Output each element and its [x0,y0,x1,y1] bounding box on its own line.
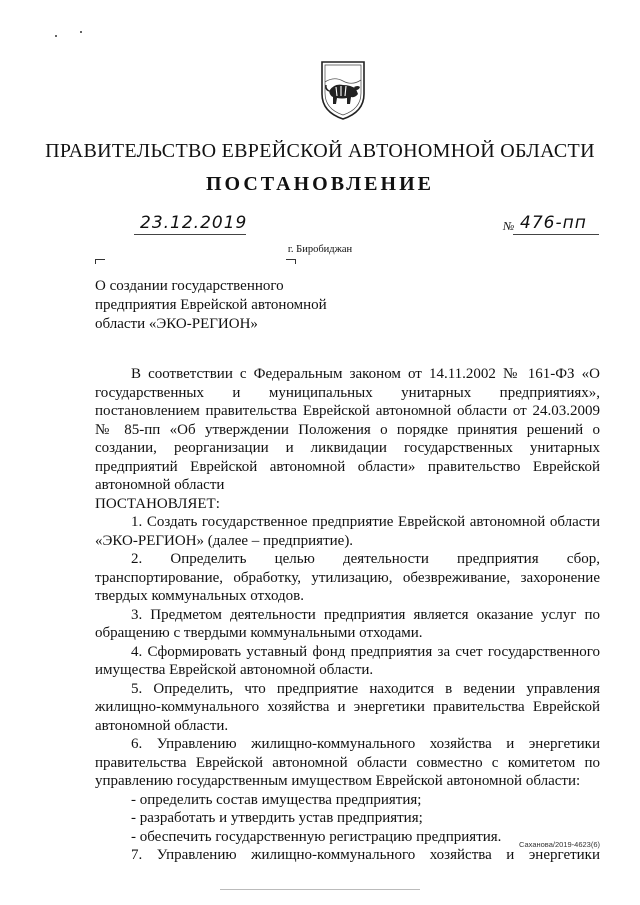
resolves-heading: ПОСТАНОВЛЯЕТ: [95,495,220,512]
coat-of-arms-icon [318,56,368,122]
item-6-sub: - обеспечить государственную регистрацию предприятия. [131,828,502,845]
item-6: 6. Управлению жилищно-коммунального хозяйства и энергетики правительства Еврейской автономной области совместно с комитетом по управлению государственным имуществом Еврейской автономной области: [95,736,600,789]
item-2: 2. Определить целью деятельности предприятия сбор, транспортирование, обработку, утилизацию, обезвреживание, захоронение твердых коммунальных отходов. [95,551,600,604]
document-type: ПОСТАНОВЛЕНИЕ [206,173,434,195]
number-label: № [503,219,515,233]
subject-corner-left [95,259,105,264]
subject-line: предприятия Еврейской автономной [95,297,327,313]
decree-body [95,365,600,865]
date-underline [134,234,246,235]
subject-corner-right [286,259,296,264]
bottom-rule [220,889,420,890]
item-3: 3. Предметом деятельности предприятия является оказание услуг по обращению с твердыми коммунальными отходами. [95,606,600,641]
item-1: 1. Создать государственное предприятие Еврейской автономной области «ЭКО-РЕГИОН» (далее – предприятие). [95,514,600,549]
subject-line: области «ЭКО-РЕГИОН» [95,316,258,332]
file-reference: Саханова/2019-4623(6) [518,840,600,849]
government-title: ПРАВИТЕЛЬСТВО ЕВРЕЙСКОЙ АВТОНОМНОЙ ОБЛАСТИ [45,140,595,162]
item-7: 7. Управлению жилищно-коммунального хозяйства и энергетики [131,847,600,863]
item-5: 5. Определить, что предприятие находится в ведении управления жилищно-коммунального хозяйства и энергетики правительства Еврейской автономной области. [95,680,600,734]
item-4: 4. Сформировать уставный фонд предприятия за счет государственного имущества Еврейской автономной области. [95,643,600,678]
preamble: В соответствии с Федеральным законом от 14.11.2002 № 161-ФЗ «О государственных и муниципальных унитарных предприятиях», постановлением правительства Еврейской автономной области от 24.03.2009 № 85-пп «Об утверждении Положения о порядке принятия решений о создании, реорганизации и ликвидации государственных унитарных предприятий Еврейской автономной области» правительство Еврейской автономной области [95,366,600,493]
scan-speck [55,35,57,37]
scan-speck [80,31,82,33]
number-underline [513,234,599,235]
decree-subject [95,277,327,334]
decree-date: 23.12.2019 [140,213,248,233]
item-6-sub: - разработать и утвердить устав предприятия; [131,810,423,826]
subject-line: О создании государственного [95,278,284,294]
city: г. Биробиджан [287,244,353,255]
decree-number: 476-пп [520,213,587,233]
item-6-sub: - определить состав имущества предприятия; [131,791,422,808]
